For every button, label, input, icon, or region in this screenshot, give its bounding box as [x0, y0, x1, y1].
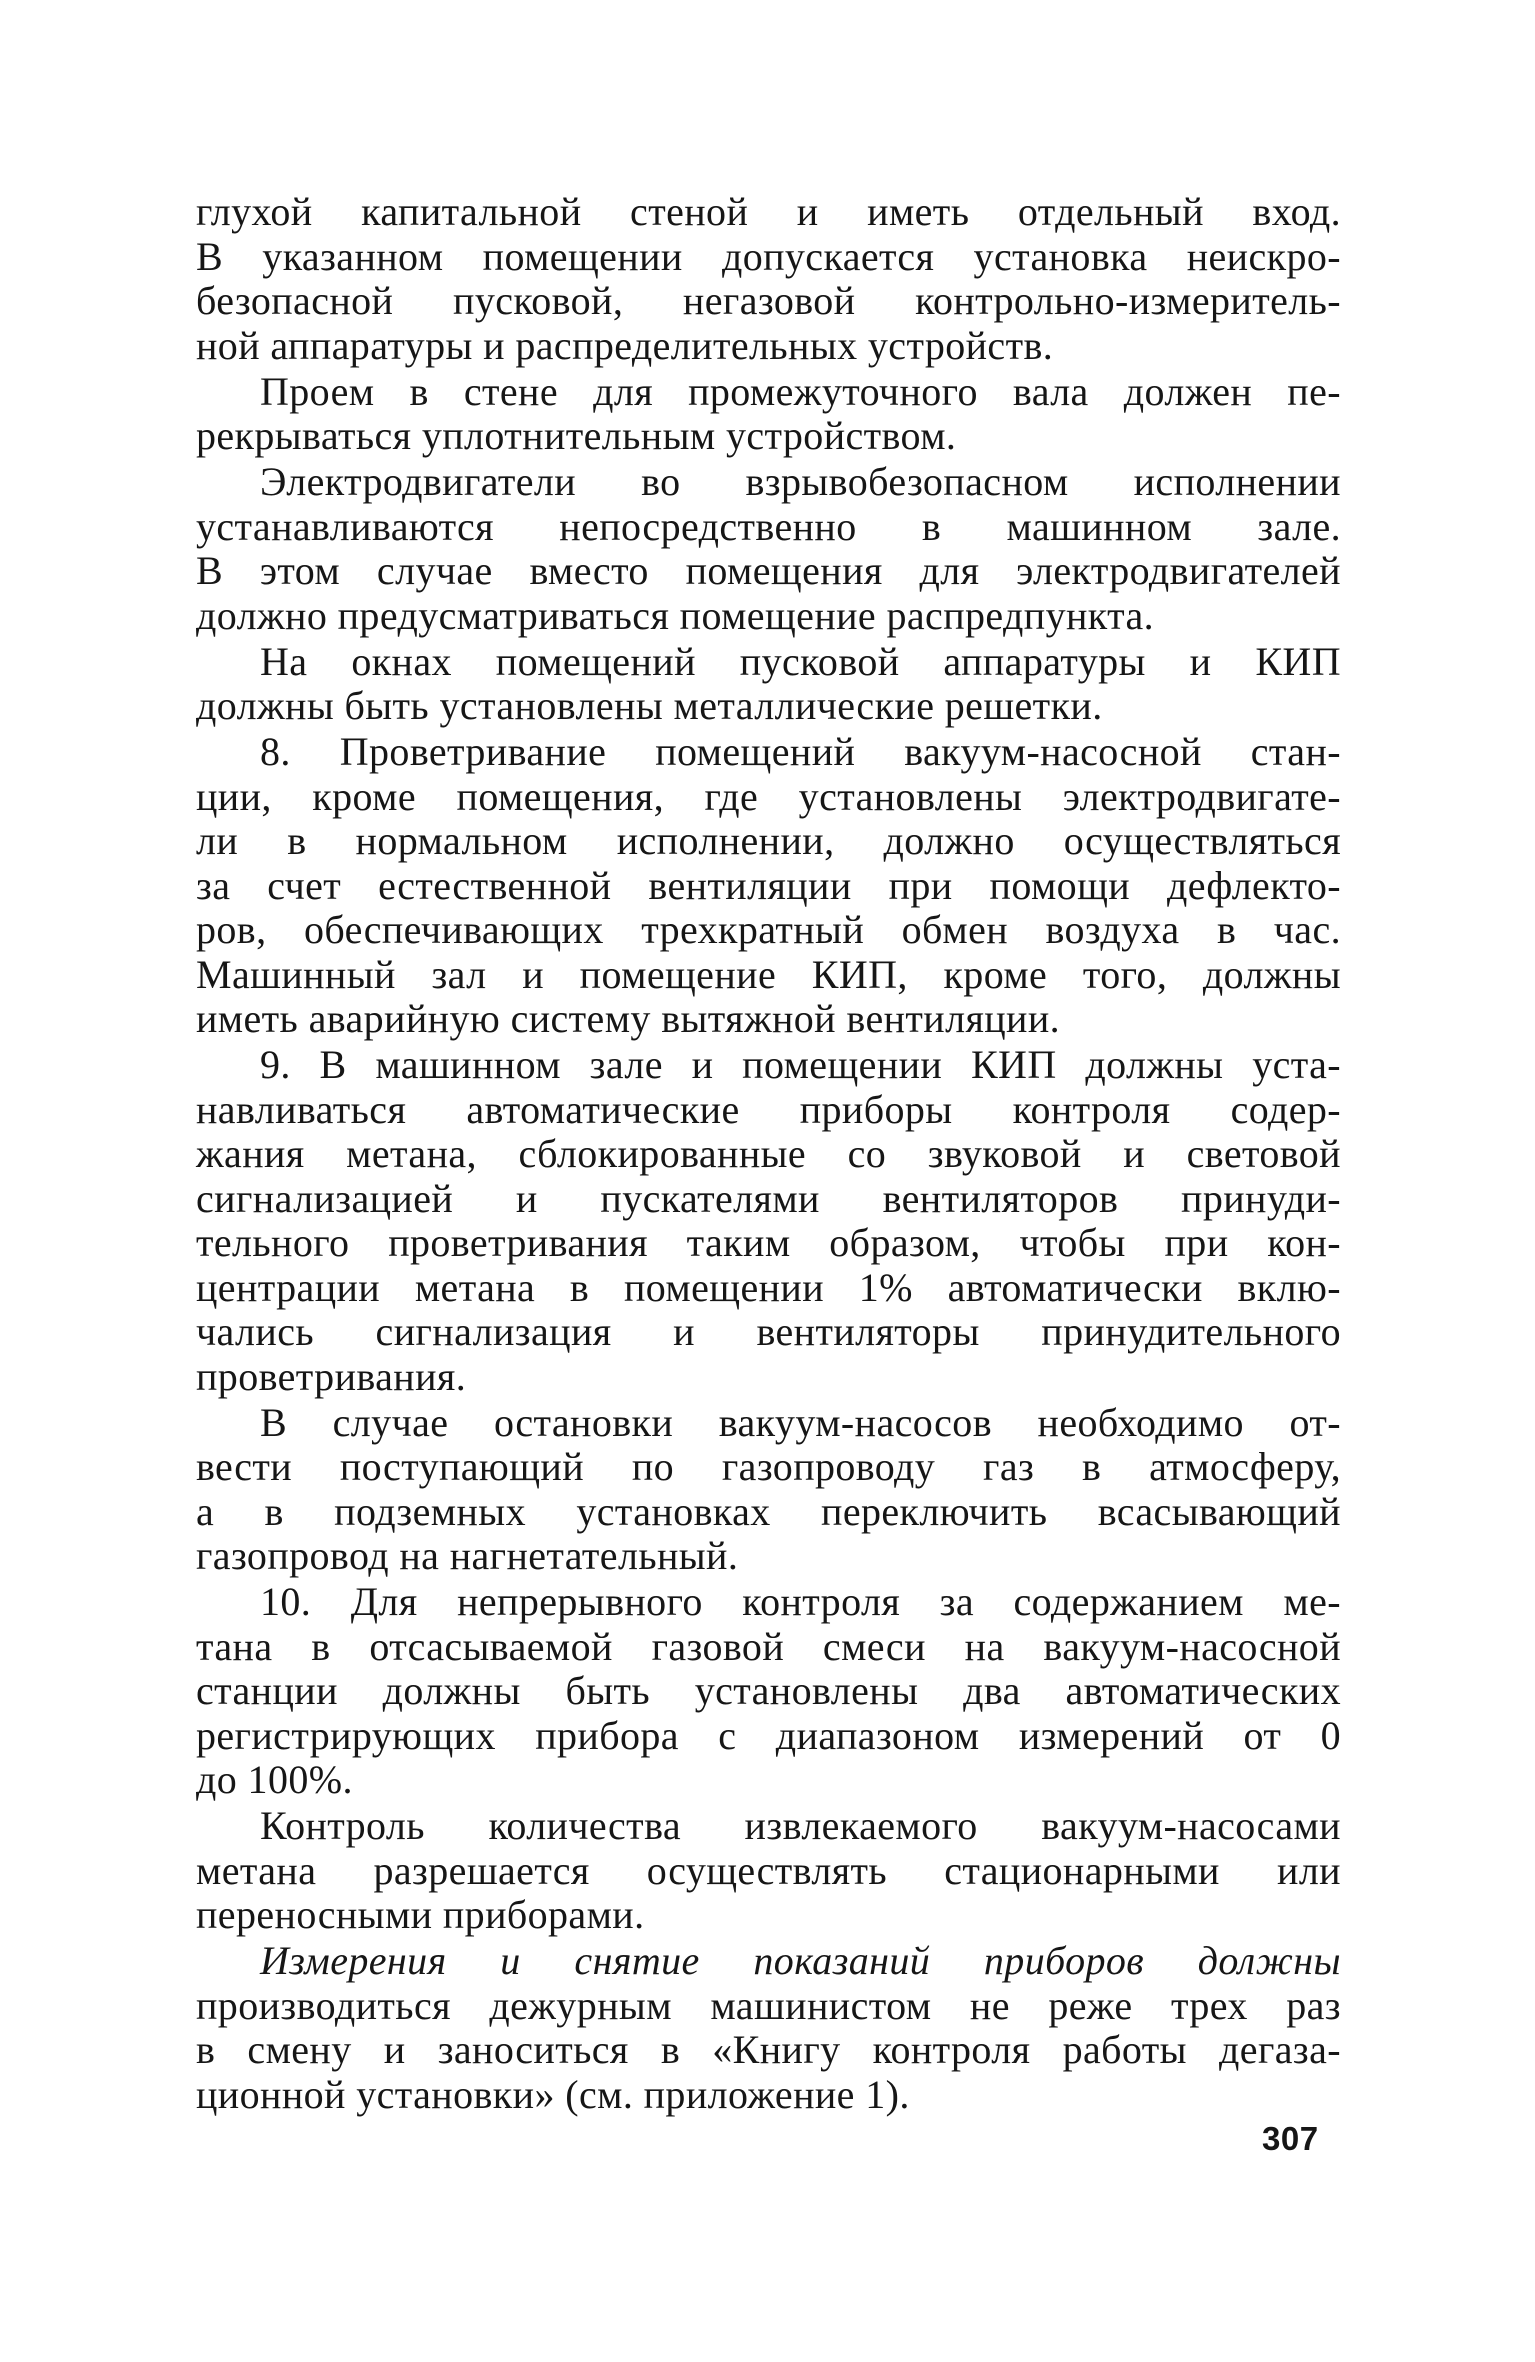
paragraph	[196, 370, 1341, 459]
text-line: безопасной пусковой, негазовой контрольно-измеритель-	[196, 278, 1341, 323]
text-line: до 100%.	[196, 1757, 353, 1802]
text-line: Электродвигатели во взрывобезопасном исполнении	[260, 459, 1341, 504]
text-line: В этом случае вместо помещения для электродвигателей	[196, 548, 1341, 593]
paragraph	[196, 1043, 1341, 1399]
text-line: ров, обеспечивающих трехкратный обмен воздуха в час.	[196, 907, 1341, 952]
text-line: 10. Для непрерывного контроля за содержанием ме-	[260, 1579, 1341, 1624]
text-line: метана разрешается осуществлять стационарными или	[196, 1847, 1341, 1893]
text-line: ции, кроме помещения, где установлены электродвигате-	[196, 773, 1341, 819]
text-line: тельного проветривания таким образом, чтобы при кон-	[196, 1220, 1341, 1265]
text-line: станции должны быть установлены два автоматических	[196, 1668, 1341, 1713]
paragraph	[196, 1939, 1341, 2117]
paragraph	[196, 1804, 1341, 1938]
text-line: проветривания.	[196, 1353, 467, 1399]
text-line: Проем в стене для промежуточного вала должен пе-	[260, 368, 1341, 414]
text-line: сигнализацией и пускателями вентиляторов принуди-	[196, 1175, 1341, 1221]
text-line: регистрирующих прибора с диапазоном измерений от 0	[196, 1712, 1341, 1758]
text-line: ли в нормальном исполнении, должно осуществляться	[196, 818, 1341, 863]
text-line: за счет естественной вентиляции при помощи дефлекто-	[196, 862, 1341, 908]
paragraph	[196, 730, 1341, 1042]
text-line: 9. В машинном зале и помещении КИП должны уста-	[260, 1042, 1341, 1087]
text-line: ционной установки» (см. приложение 1).	[196, 2071, 910, 2117]
text-line: В указанном помещении допускается установка неискро-	[196, 233, 1341, 279]
paragraph	[196, 190, 1341, 368]
text-line: Контроль количества извлекаемого вакуум-насосами	[260, 1803, 1341, 1848]
paragraph	[196, 640, 1341, 729]
text-line: На окнах помещений пусковой аппаратуры и КИП	[260, 638, 1341, 684]
text-line: а в подземных установках переключить всасывающий	[196, 1488, 1341, 1534]
text-line: жания метана, сблокированные со звуковой и световой	[196, 1131, 1341, 1176]
text-line: Измерения и снятие показаний приборов должны	[260, 1938, 1341, 1983]
text-line: В случае остановки вакуум-насосов необходимо от-	[260, 1399, 1341, 1445]
text-line: 8. Проветривание помещений вакуум-насосной стан-	[260, 729, 1341, 774]
text-line: Машинный зал и помещение КИП, кроме того, должны	[196, 951, 1341, 997]
text-line: иметь аварийную систему вытяжной вентиляции.	[196, 996, 1061, 1041]
document-body	[196, 190, 1341, 2117]
text-line: газопровод на нагнетательный.	[196, 1533, 739, 1578]
text-line: глухой капитальной стеной и иметь отдельный вход.	[196, 189, 1341, 234]
text-line: должно предусматриваться помещение распредпункта.	[196, 592, 1155, 638]
text-line: должны быть установлены металлические решетки.	[196, 683, 1103, 728]
text-line: производиться дежурным машинистом не реже трех раз	[196, 1982, 1341, 2028]
text-line: центрации метана в помещении 1% автоматически вклю-	[196, 1264, 1341, 1310]
text-line: рекрываться уплотнительным устройством.	[196, 413, 957, 458]
text-line: в смену и заноситься в «Книгу контроля работы дегаза-	[196, 2027, 1341, 2072]
text-line: ной аппаратуры и распределительных устройств.	[196, 322, 1054, 368]
paragraph	[196, 1580, 1341, 1803]
text-line: чались сигнализация и вентиляторы принудительного	[196, 1309, 1341, 1354]
text-line: вести поступающий по газопроводу газ в атмосферу,	[196, 1444, 1341, 1489]
paragraph	[196, 460, 1341, 638]
paragraph	[196, 1401, 1341, 1579]
text-line: переносными приборами.	[196, 1892, 645, 1937]
text-line: навливаться автоматические приборы контроля содер-	[196, 1086, 1341, 1132]
page-number: 307	[1262, 2120, 1319, 2157]
text-line: устанавливаются непосредственно в машинном зале.	[196, 503, 1341, 549]
text-line: тана в отсасываемой газовой смеси на вакуум-насосной	[196, 1623, 1341, 1669]
